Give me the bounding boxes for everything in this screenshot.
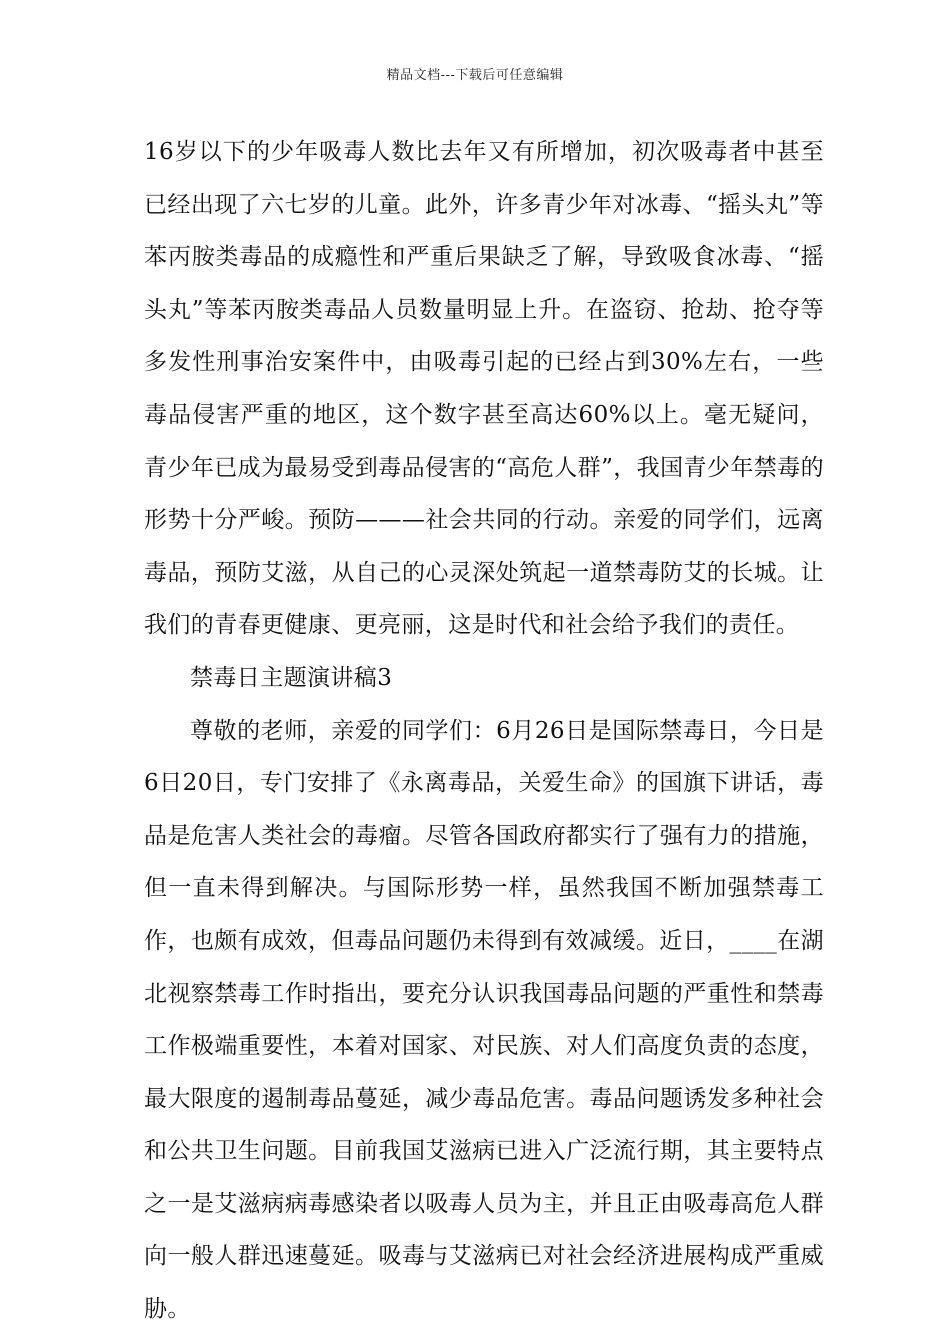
continued-paragraph: 16岁以下的少年吸毒人数比去年又有所增加，初次吸毒者中甚至已经出现了六七岁的儿童。此外，许多青少年对冰毒、“摇头丸”等苯丙胺类毒品的成瘾性和严重后果缺乏了解，导致吸食冰毒、“摇头丸”等苯丙胺类毒品人员数量明显上升。在盗窃、抢劫、抢夺等多发性刑事治安案件中，由吸毒引起的已经占到30%左右，一些毒品侵害严重的地区，这个数字甚至高达60%以上。毫无疑问，青少年已成为最易受到毒品侵害的“高危人群”，我国青少年禁毒的形势十分严峻。预防———社会共同的行动。亲爱的同学们，远离毒品，预防艾滋，从自己的心灵深处筑起一道禁毒防艾的长城。让我们的青春更健康、更亮丽，这是时代和社会给予我们的责任。 xyxy=(144,139,824,639)
section-heading: 禁毒日主题演讲稿3 xyxy=(190,664,393,691)
document-body xyxy=(144,126,824,1336)
section-paragraph: 尊敬的老师，亲爱的同学们：6月26日是国际禁毒日，今日是6日20日，专门安排了《永离毒品，关爱生命》的国旗下讲话，毒品是危害人类社会的毒瘤。尽管各国政府都实行了强有力的措施，但一直未得到解决。与国际形势一样，虽然我国不断加强禁毒工作，也颇有成效，但毒品问题仍未得到有效减缓。近日，____在湖北视察禁毒工作时指出，要充分认识我国毒品问题的严重性和禁毒工作极端重要性，本着对国家、对民族、对人们高度负责的态度，最大限度的遏制毒品蔓延，减少毒品危害。毒品问题诱发多种社会和公共卫生问题。目前我国艾滋病已进入广泛流行期，其主要特点之一是艾滋病病毒感染者以吸毒人员为主，并且正由吸毒高危人群向一般人群迅速蔓延。吸毒与艾滋病已对社会经济进展构成严重威胁。 xyxy=(144,717,824,1323)
page-header: 精品文档---下载后可任意编辑 xyxy=(386,68,564,83)
